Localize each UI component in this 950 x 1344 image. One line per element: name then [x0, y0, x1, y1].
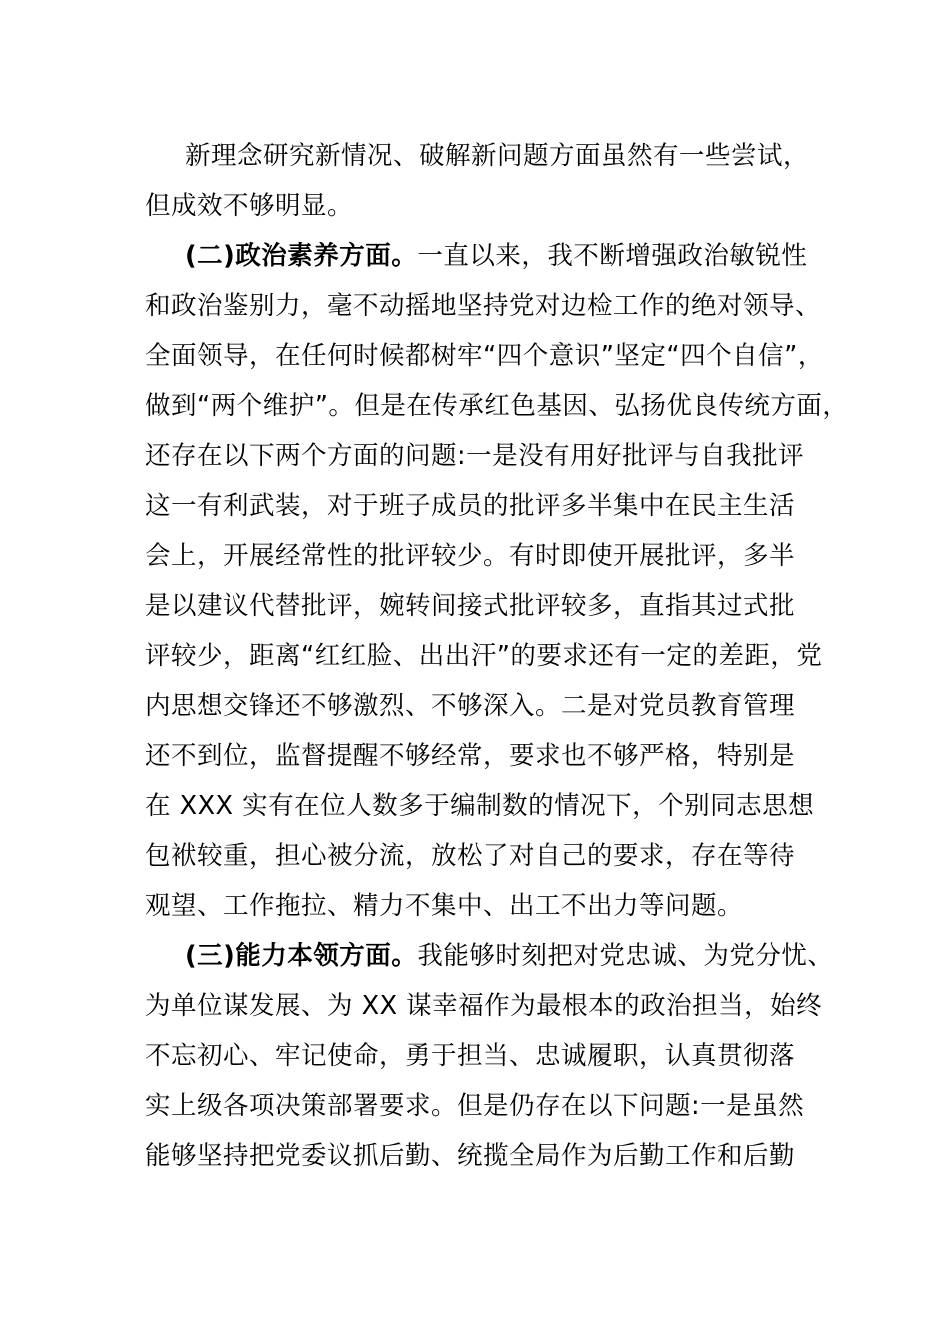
text-line: 能够坚持把党委议抓后勤、统揽全局作为后勤工作和后勤 — [145, 1141, 796, 1171]
text-line: 评较少，距离“红红脸、出出汗”的要求还有一定的差距，党 — [145, 641, 823, 671]
text-line: 但成效不够明显。 — [145, 191, 354, 221]
text-line: 包袱较重，担心被分流，放松了对自己的要求，存在等待 — [145, 841, 796, 871]
paragraph-first-line — [185, 239, 807, 273]
paragraph-first-line — [185, 939, 833, 973]
text-line: 新理念研究新情况、破解新问题方面虽然有一些尝试， — [185, 141, 810, 171]
text-line: 会上，开展经常性的批评较少。有时即使开展批评，多半 — [145, 541, 796, 571]
text-line: 做到“两个维护”。但是在传承红色基因、弘扬优良传统方面， — [145, 391, 849, 421]
text-line: 还不到位，监督提醒不够经常，要求也不够严格，特别是 — [145, 741, 796, 771]
text-line: 观望、工作拖拉、精力不集中、出工不出力等问题。 — [145, 891, 744, 921]
text-line: 和政治鉴别力，毫不动摇地坚持党对边检工作的绝对领导、 — [145, 291, 822, 321]
text-line: 是以建议代替批评，婉转间接式批评较多，直指其过式批 — [145, 591, 796, 621]
section-heading-ability: (三)能力本领方面。 — [185, 941, 418, 971]
text-line: 这一有利武装，对于班子成员的批评多半集中在民主生活 — [145, 491, 796, 521]
text-line: 不忘初心、牢记使命，勇于担当、忠诚履职，认真贯彻落 — [145, 1041, 796, 1071]
text-line: 全面领导，在任何时候都树牢“四个意识”坚定“四个自信”， — [145, 341, 824, 371]
section-heading-political: (二)政治素养方面。 — [185, 241, 418, 271]
text-line: 内思想交锋还不够激烈、不够深入。二是对党员教育管理 — [145, 691, 796, 721]
text-line: 还存在以下两个方面的问题:一是没有用好批评与自我批评 — [145, 441, 805, 471]
text-line: 一直以来，我不断增强政治敏锐性 — [417, 241, 808, 271]
text-line: 在 XXX 实有在位人数多于编制数的情况下，个别同志思想 — [145, 791, 815, 821]
text-line: 实上级各项决策部署要求。但是仍存在以下问题:一是虽然 — [145, 1091, 805, 1121]
text-line: 我能够时刻把对党忠诚、为党分忧、 — [417, 941, 834, 971]
text-line: 为单位谋发展、为 XX 谋幸福作为最根本的政治担当，始终 — [145, 991, 823, 1021]
